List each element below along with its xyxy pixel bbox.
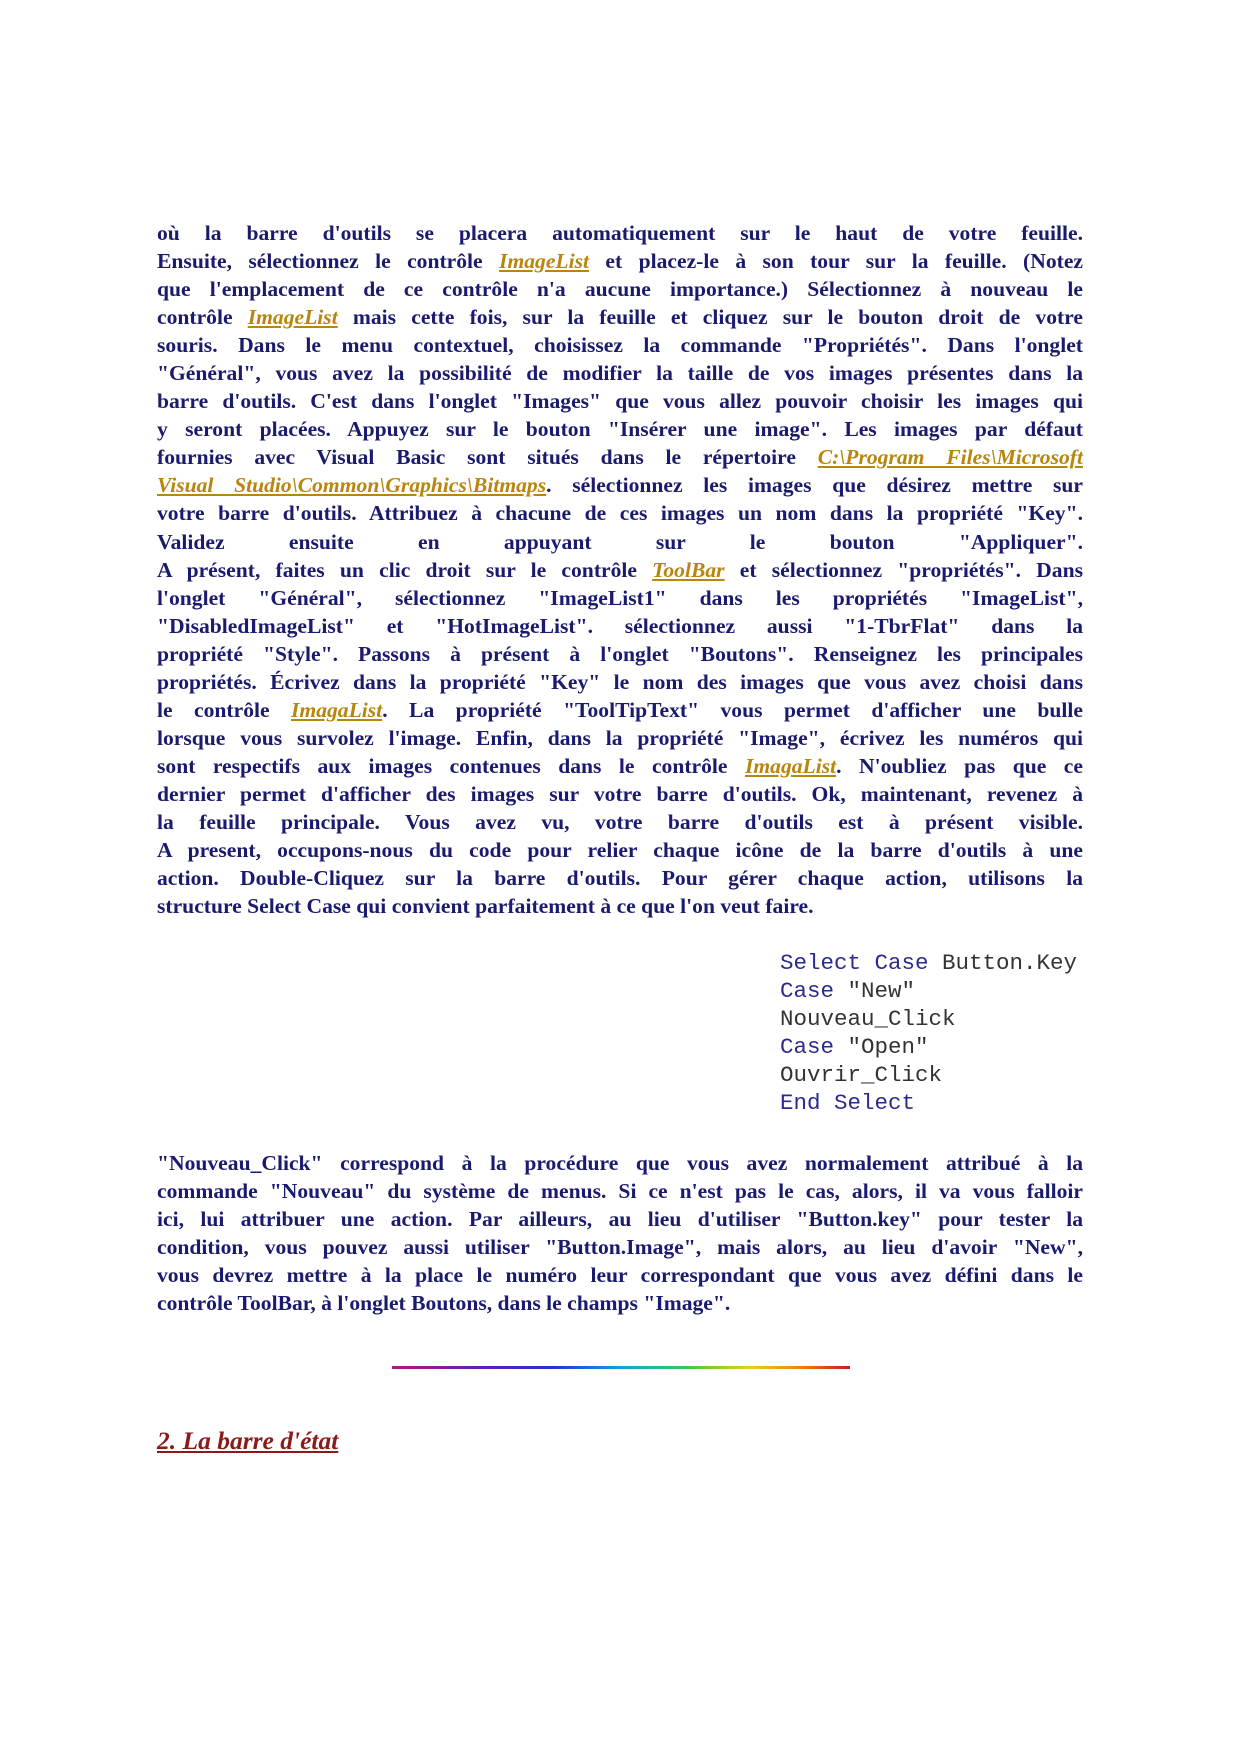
text-segment: ici, lui attribuer une action. Par ailleurs, au lieu d'utiliser "Button.key" pour tester la [157, 1207, 1083, 1232]
text-segment: A présent, faites un clic droit sur le contrôle [157, 557, 653, 582]
hyperlink[interactable]: ImageList [499, 249, 590, 274]
text-line [157, 247, 1083, 275]
text-line [157, 275, 1083, 303]
text-line [157, 640, 1083, 668]
text-line [157, 471, 1083, 499]
text-line [157, 668, 1083, 696]
section-heading: 2. La barre d'état [157, 1426, 339, 1455]
text-line [157, 808, 1083, 836]
text-line [157, 836, 1083, 864]
code-block [780, 950, 1077, 1117]
text-line [157, 387, 1083, 415]
text-line [157, 359, 1083, 387]
text-line [157, 864, 1083, 892]
text-segment: y seront placées. Appuyez sur le bouton "Insérer une image". Les images par défaut [157, 417, 1083, 442]
hyperlink[interactable]: C:\Program Files\Microsoft [817, 445, 1083, 470]
text-line [157, 1233, 1083, 1261]
text-line [157, 528, 1083, 556]
text-segment: lorsque vous survolez l'image. Enfin, dans la propriété "Image", écrivez les numéros qui [157, 725, 1083, 750]
text-segment: Ensuite, sélectionnez le contrôle [157, 249, 500, 274]
text-line [157, 752, 1083, 780]
text-segment: le contrôle [157, 697, 292, 722]
text-line [157, 1205, 1083, 1233]
text-segment: action. Double-Cliquez sur la barre d'outils. Pour gérer chaque action, utilisons la [157, 866, 1083, 891]
text-segment: "Nouveau_Click" correspond à la procédure que vous avez normalement attribué à la [157, 1151, 1083, 1175]
text-line [157, 556, 1083, 584]
text-segment: l'onglet "Général", sélectionnez "ImageList1" dans les propriétés "ImageList", [157, 585, 1083, 610]
text-line [157, 1261, 1083, 1289]
text-segment: contrôle ToolBar, à l'onglet Boutons, dans le champs "Image". [157, 1291, 731, 1316]
code-keyword: End Select [780, 1089, 916, 1116]
body-paragraph-2 [157, 1149, 1083, 1317]
text-segment: . sélectionnez les images que désirez mettre sur [546, 473, 1083, 498]
text-line [157, 331, 1083, 359]
text-segment: dernier permet d'afficher des images sur votre barre d'outils. Ok, maintenant, revenez à [157, 781, 1083, 806]
text-line [157, 724, 1083, 752]
text-line [157, 1149, 1083, 1177]
text-line [157, 1289, 1083, 1317]
text-line [157, 892, 1083, 920]
hyperlink[interactable]: ToolBar [652, 557, 725, 582]
text-segment: souris. Dans le menu contextuel, choisissez la commande "Propriétés". Dans l'onglet [157, 333, 1083, 358]
text-segment: votre barre d'outils. Attribuez à chacune de ces images un nom dans la propriété "Key". [157, 501, 1083, 526]
hyperlink[interactable]: ImageList [247, 305, 338, 330]
code-keyword: Select Case [780, 950, 929, 976]
text-segment: condition, vous pouvez aussi utiliser "Button.Image", mais alors, au lieu d'avoir "New", [157, 1235, 1083, 1260]
text-segment: fournies avec Visual Basic sont situés dans le répertoire [157, 445, 818, 470]
hyperlink[interactable]: Visual Studio\Common\Graphics\Bitmaps [157, 473, 547, 498]
text-line [157, 415, 1083, 443]
text-line [157, 1177, 1083, 1205]
text-segment: propriété "Style". Passons à présent à l'onglet "Boutons". Renseignez les principales [157, 641, 1083, 666]
text-segment: que l'emplacement de ce contrôle n'a aucune importance.) Sélectionnez à nouveau le [157, 277, 1083, 302]
text-segment: A present, occupons-nous du code pour relier chaque icône de la barre d'outils à une [157, 838, 1083, 863]
text-segment: structure Select Case qui convient parfaitement à ce que l'on veut faire. [157, 894, 814, 919]
code-text: Button.Key [928, 950, 1078, 976]
text-segment: "DisabledImageList" et "HotImageList". sélectionnez aussi "1-TbrFlat" dans la [157, 613, 1083, 638]
text-segment: barre d'outils. C'est dans l'onglet "Images" que vous allez pouvoir choisir les images qui [157, 389, 1083, 414]
text-line [157, 584, 1083, 612]
body-paragraph-1 [157, 219, 1083, 920]
text-segment: propriétés. Écrivez dans la propriété "Key" le nom des images que vous avez choisi dans [157, 669, 1083, 694]
text-segment: et sélectionnez "propriétés". Dans [724, 557, 1083, 582]
text-line [157, 780, 1083, 808]
text-line [157, 443, 1083, 471]
text-segment: "Général", vous avez la possibilité de modifier la taille de vos images présentes dans la [157, 361, 1083, 386]
text-segment: commande "Nouveau" du système de menus. Si ce n'est pas le cas, alors, il va vous falloir [157, 1179, 1083, 1204]
text-line [157, 303, 1083, 331]
rainbow-divider [392, 1366, 850, 1369]
code-keyword: Case [780, 1033, 835, 1060]
text-line [157, 612, 1083, 640]
text-segment: Validez ensuite en appuyant sur le bouton "Appliquer". [157, 529, 1083, 554]
text-line [157, 219, 1083, 247]
text-segment: . N'oubliez pas que ce [836, 753, 1083, 778]
hyperlink[interactable]: ImagaList [291, 697, 383, 722]
code-text: "Open" [834, 1033, 929, 1060]
hyperlink[interactable]: ImagaList [744, 753, 837, 778]
code-keyword: Case [780, 977, 835, 1004]
text-segment: et placez-le à son tour sur la feuille. (Notez [589, 249, 1083, 274]
text-segment: vous devrez mettre à la place le numéro leur correspondant que vous avez défini dans le [157, 1263, 1083, 1288]
code-text: Ouvrir_Click [780, 1061, 943, 1088]
code-text: Nouveau_Click [780, 1005, 956, 1032]
text-segment: . La propriété "ToolTipText" vous permet d'afficher une bulle [382, 697, 1083, 722]
text-segment: sont respectifs aux images contenues dans le contrôle [157, 753, 745, 778]
text-segment: contrôle [157, 305, 248, 330]
text-segment: où la barre d'outils se placera automatiquement sur le haut de votre feuille. [157, 221, 1083, 245]
text-segment: la feuille principale. Vous avez vu, votre barre d'outils est à présent visible. [157, 809, 1083, 834]
text-line [157, 696, 1083, 724]
text-line [157, 499, 1083, 527]
text-segment: mais cette fois, sur la feuille et cliquez sur le bouton droit de votre [337, 305, 1083, 330]
code-text: "New" [834, 977, 916, 1004]
